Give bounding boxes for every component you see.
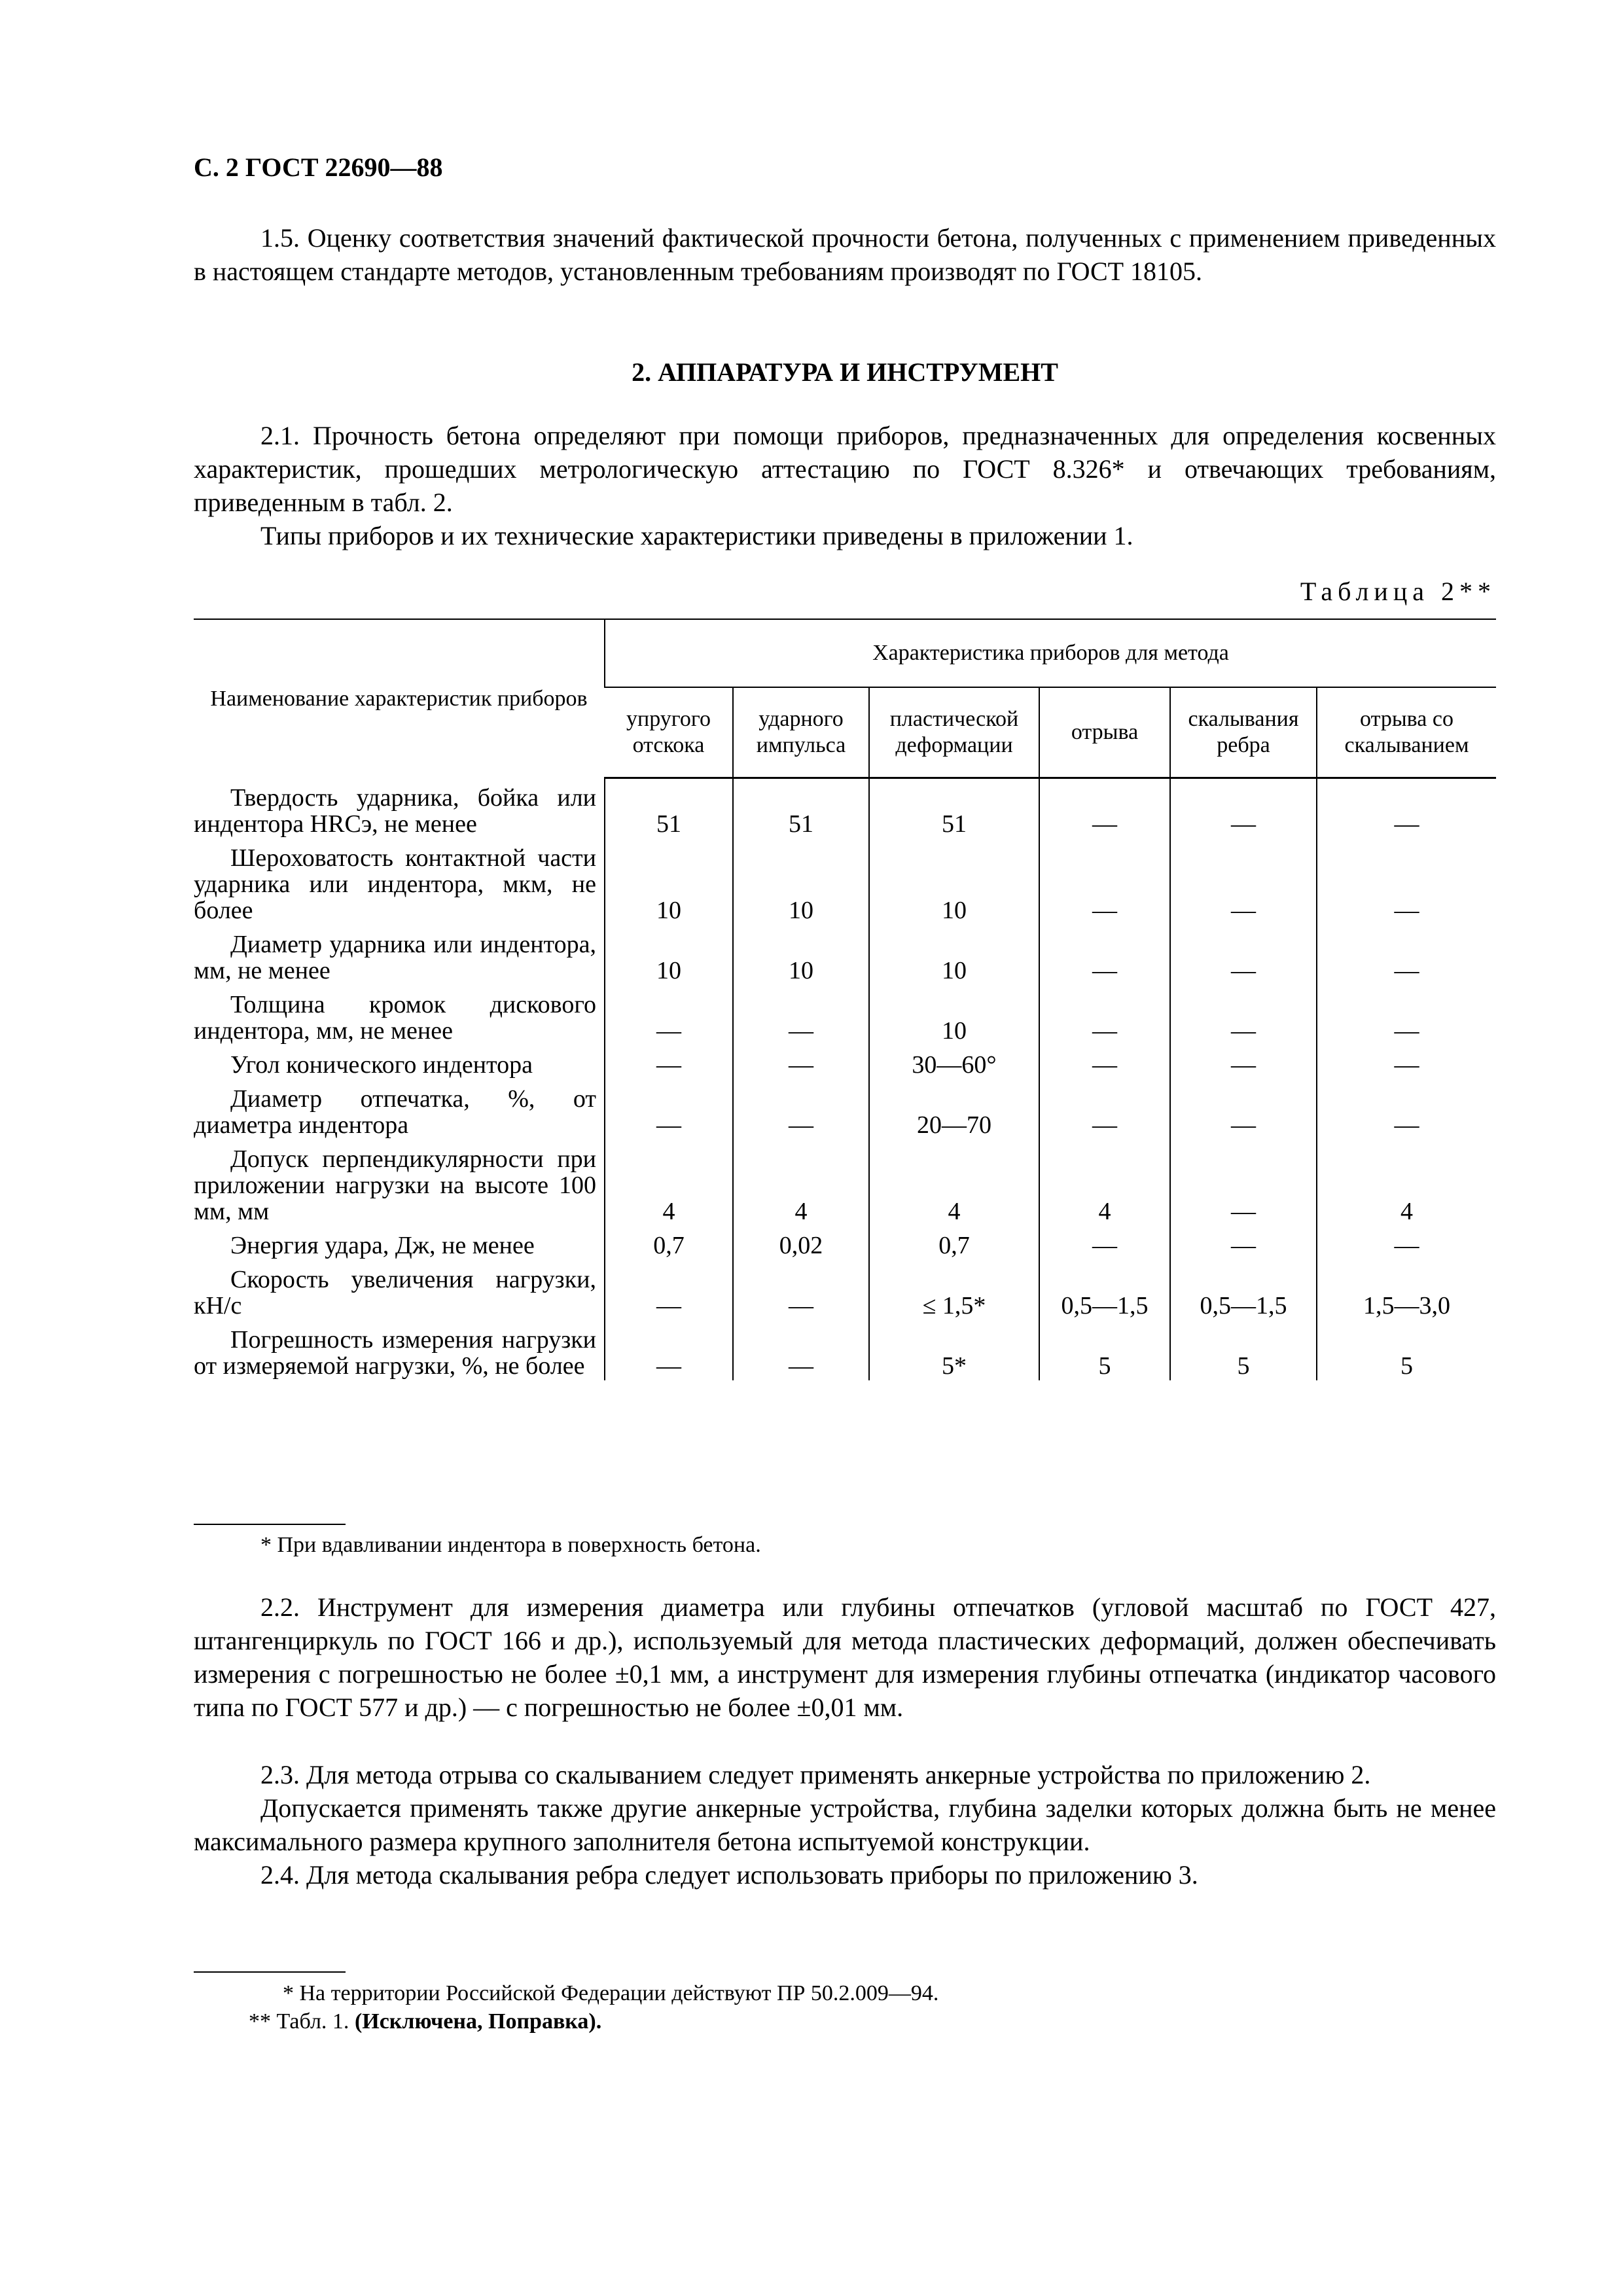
col-header-method: скалывания ребра [1170,687,1317,778]
cell-value: — [1039,778,1170,838]
page-header: С. 2 ГОСТ 22690—88 [194,152,443,182]
col-header-method: пластической деформации [869,687,1039,778]
cell-value: 10 [605,925,733,985]
cell-value: 5 [1039,1320,1170,1380]
col-header-method: упругого отскока [605,687,733,778]
table-caption: Таблица 2** [1300,577,1496,606]
cell-value: 51 [869,778,1039,838]
cell-value: 0,7 [869,1226,1039,1260]
col-header-method: отрыва со скалыванием [1317,687,1496,778]
row-name: Диаметр ударника или индентора, мм, не менее [194,930,596,984]
cell-value: 5 [1170,1320,1317,1380]
cell-value: — [605,1045,733,1079]
cell-value: — [1039,1226,1170,1260]
cell-value: 10 [869,838,1039,925]
row-name: Толщина кромок дискового индентора, мм, не менее [194,990,596,1045]
row-name: Твердость ударника, бойка или индентора HRCэ, не менее [194,783,596,838]
row-name: Погрешность измерения нагрузки от измеряемой нагрузки, %, не более [194,1325,596,1380]
cell-value: — [1170,925,1317,985]
cell-value: 51 [605,778,733,838]
cell-value: — [605,985,733,1045]
cell-value: — [1039,838,1170,925]
cell-value: — [1170,1226,1317,1260]
cell-value: — [605,1079,733,1139]
cell-value: 0,02 [733,1226,869,1260]
cell-value: — [733,985,869,1045]
cell-value: 51 [733,778,869,838]
cell-value: 10 [869,925,1039,985]
table-row [194,1045,1496,1079]
cell-value: 10 [605,838,733,925]
cell-value: — [1317,1045,1496,1079]
paragraph-1-5: 1.5. Оценку соответствия значений фактической прочности бетона, полученных с применением приведенных в настоящем стандарте методов, установленным требованиям производят по ГОСТ 18105. [194,223,1496,286]
table-row [194,1139,1496,1226]
cell-value: — [605,1260,733,1320]
cell-value: 4 [1039,1139,1170,1226]
row-name: Диаметр отпечатка, %, от диаметра индентора [194,1085,596,1139]
paragraph-2-3: 2.3. Для метода отрыва со скалыванием следует применять анкерные устройства по приложению 2. Допускается применять также другие анкерные устройства, глубина заделки которых должна быть не менее максимального размера крупного заполнителя бетона испытуемой конструкции. 2.4. Для метода скалывания ребра следует использовать приборы по приложению 3. [194,1760,1496,1890]
table-row [194,925,1496,985]
cell-value: 20—70 [869,1079,1039,1139]
cell-value: 0,7 [605,1226,733,1260]
row-name: Шероховатость контактной части ударника или индентора, мкм, не более [194,844,596,924]
cell-value: 5* [869,1320,1039,1380]
characteristics-table [194,619,1496,1380]
cell-value: — [1317,1079,1496,1139]
cell-value: ≤ 1,5* [869,1260,1039,1320]
cell-value: — [1170,985,1317,1045]
cell-value: — [1170,778,1317,838]
cell-value: 0,5—1,5 [1039,1260,1170,1320]
cell-value: 0,5—1,5 [1170,1260,1317,1320]
cell-value: 5 [1317,1320,1496,1380]
cell-value: 4 [869,1139,1039,1226]
table-row [194,1260,1496,1320]
cell-value: — [1039,1079,1170,1139]
cell-value: — [1317,1226,1496,1260]
footnote-divider [194,1524,346,1525]
cell-value: — [1317,838,1496,925]
row-name: Энергия удара, Дж, не менее [230,1231,535,1259]
cell-value: 10 [869,985,1039,1045]
cell-value: 1,5—3,0 [1317,1260,1496,1320]
cell-value: — [1317,985,1496,1045]
table-row [194,985,1496,1045]
footnote-2: ** Табл. 1. (Исключена, Поправка). [249,2009,602,2034]
cell-value: — [733,1320,869,1380]
table-row [194,1226,1496,1260]
col-header-name: Наименование характеристик приборов [194,619,605,778]
cell-value: — [733,1079,869,1139]
section-2-heading: 2. АППАРАТУРА И ИНСТРУМЕНТ [632,357,1058,387]
col-header-group: Характеристика приборов для метода [605,619,1496,687]
cell-value: — [1039,1045,1170,1079]
footnote-1: * На территории Российской Федерации действуют ПР 50.2.009—94. [283,1981,939,2005]
cell-value: 10 [733,838,869,925]
table-row [194,1079,1496,1139]
cell-value: 4 [1317,1139,1496,1226]
cell-value: — [733,1260,869,1320]
cell-value: 4 [733,1139,869,1226]
col-header-method: ударного импульса [733,687,869,778]
row-name: Скорость увеличения нагрузки, кН/с [194,1265,596,1319]
cell-value: — [1317,925,1496,985]
cell-value: — [1170,1079,1317,1139]
row-name: Угол конического индентора [230,1050,533,1079]
cell-value: — [1170,838,1317,925]
cell-value: — [605,1320,733,1380]
col-header-method: отрыва [1039,687,1170,778]
cell-value: — [1039,925,1170,985]
footnote-divider [194,1971,346,1973]
cell-value: 4 [605,1139,733,1226]
cell-value: — [1039,985,1170,1045]
cell-value: 30—60° [869,1045,1039,1079]
row-name: Допуск перпендикулярности при приложении нагрузки на высоте 100 мм, мм [194,1145,596,1225]
paragraph-2-2: 2.2. Инструмент для измерения диаметра или глубины отпечатков (угловой масштаб по ГОСТ 427, штангенциркуль по ГОСТ 166 и др.), используемый для метода пластических деформаций, должен обеспечивать измерения с погрешностью не более ±0,1 мм, а инструмент для измерения глубины отпечатка (индикатор часового типа по ГОСТ 577 и др.) — с погрешностью не более ±0,01 мм. [194,1592,1496,1722]
table-row [194,838,1496,925]
paragraph-2-1: 2.1. Прочность бетона определяют при помощи приборов, предназначенных для определения косвенных характеристик, прошедших метрологическую аттестацию по ГОСТ 8.326* и отвечающих требованиям, приведенным в табл. 2. Типы приборов и их технические характеристики приведены в приложении 1. [194,421,1496,550]
cell-value: — [1317,778,1496,838]
table-row [194,778,1496,838]
cell-value: — [733,1045,869,1079]
table-row [194,1320,1496,1380]
table-footnote: * При вдавливании индентора в поверхность бетона. [260,1533,761,1557]
cell-value: — [1170,1045,1317,1079]
cell-value: 10 [733,925,869,985]
cell-value: — [1170,1139,1317,1226]
